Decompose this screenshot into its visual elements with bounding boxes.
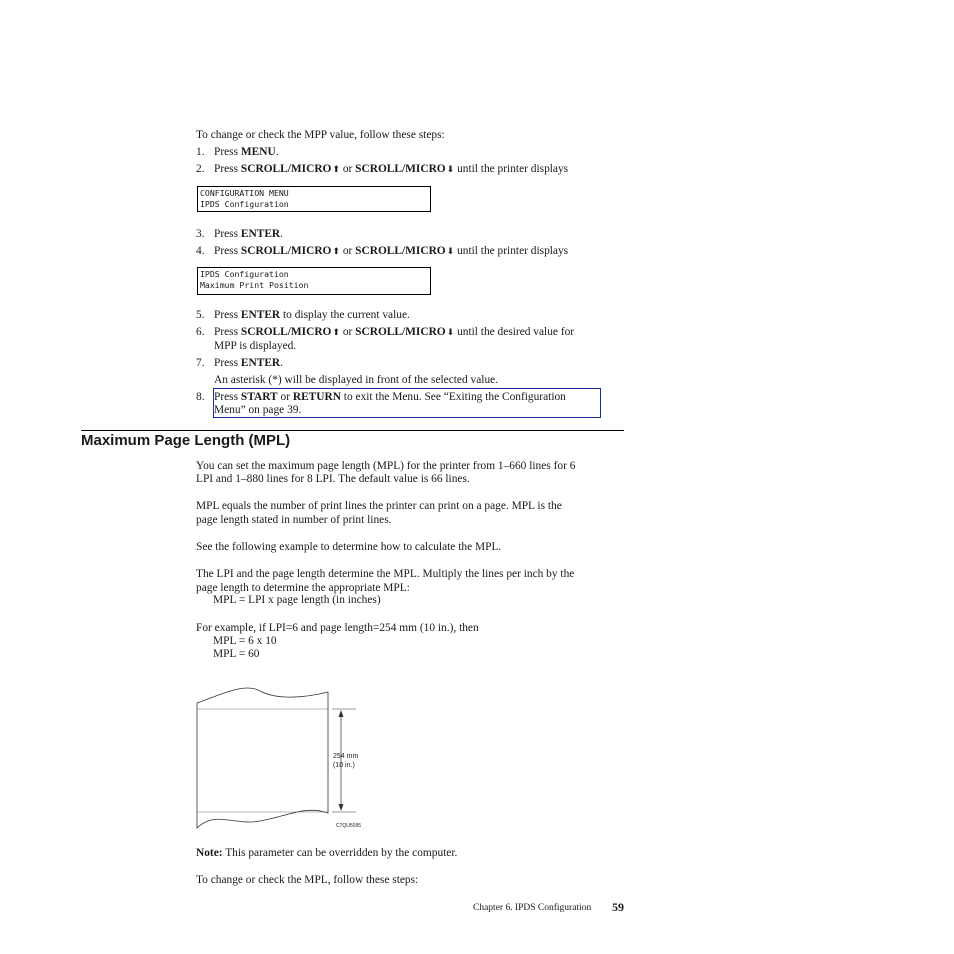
lcd-display-1: CONFIGURATION MENU IPDS Configuration	[197, 186, 431, 212]
down-arrow-icon: ⬇	[446, 165, 455, 175]
step-8: 8. Press START or RETURN to exit the Menu. See “Exiting the Configuration	[196, 391, 566, 403]
step-6: 6. Press SCROLL/MICRO⬆ or SCROLL/MICRO⬇ until the desired value for	[196, 326, 575, 338]
lcd-display-2: IPDS Configuration Maximum Print Position	[197, 267, 431, 295]
figure-code: C7QU5095	[336, 823, 362, 829]
note-label: Note:	[196, 847, 223, 859]
exiting-config-link-text-2[interactable]: Menu” on page 39.	[214, 404, 302, 416]
step-5: 5. Press ENTER to display the current value.	[196, 309, 410, 321]
para-4-line-1: The LPI and the page length determine the MPL. Multiply the lines per inch by the	[196, 568, 575, 580]
para-2-line-2: page length stated in number of print lines.	[196, 514, 392, 526]
section-title: Maximum Page Length (MPL)	[81, 432, 291, 449]
exiting-config-link[interactable]	[213, 388, 601, 418]
para-1-line-2: LPI and 1–880 lines for 8 LPI. The default value is 66 lines.	[196, 473, 470, 485]
arrow-head-up-icon	[339, 710, 344, 717]
step-3: 3. Press ENTER.	[196, 228, 284, 240]
para-4-line-2: page length to determine the appropriate MPL:	[196, 582, 410, 594]
calc-line-1: MPL = 6 x 10	[213, 635, 277, 647]
down-arrow-icon: ⬇	[446, 328, 455, 338]
step-1: 1. Press MENU.	[196, 146, 279, 158]
para-5: For example, if LPI=6 and page length=254 mm (10 in.), then	[196, 622, 479, 634]
formula: MPL = LPI x page length (in inches)	[213, 594, 381, 606]
para-1-line-1: You can set the maximum page length (MPL) for the printer from 1–660 lines for 6	[196, 460, 576, 472]
up-arrow-icon: ⬆	[332, 328, 340, 338]
page-number: 59	[612, 900, 624, 914]
arrow-head-down-icon	[339, 804, 344, 811]
footer-chapter: Chapter 6. IPDS Configuration	[473, 903, 592, 913]
step-7-note: An asterisk (*) will be displayed in front of the selected value.	[214, 374, 499, 386]
para-2-line-1: MPL equals the number of print lines the printer can print on a page. MPL is the	[196, 500, 562, 512]
step-7: 7. Press ENTER.	[196, 357, 284, 369]
dimension-label-mm: 254 mm	[333, 753, 359, 760]
note: Note: This parameter can be overridden by the computer.	[196, 847, 458, 859]
page-length-diagram	[190, 685, 380, 830]
down-arrow-icon: ⬇	[446, 247, 455, 257]
step-4: 4. Press SCROLL/MICRO⬆ or SCROLL/MICRO⬇ until the printer displays	[196, 245, 569, 257]
step-6-continued: MPP is displayed.	[214, 340, 297, 352]
dimension-label-in: (10 in.)	[333, 762, 355, 769]
up-arrow-icon: ⬆	[332, 165, 340, 175]
calc-line-2: MPL = 60	[213, 648, 260, 660]
exiting-config-link-text[interactable]: “Exiting the Configuration	[443, 391, 566, 403]
intro-text: To change or check the MPP value, follow these steps:	[196, 129, 445, 141]
closing-text: To change or check the MPL, follow these steps:	[196, 874, 419, 886]
up-arrow-icon: ⬆	[332, 247, 340, 257]
para-3: See the following example to determine how to calculate the MPL.	[196, 541, 502, 553]
menu-key: MENU	[240, 146, 276, 158]
section-divider	[81, 430, 624, 431]
step-2: 2. Press SCROLL/MICRO⬆ or SCROLL/MICRO⬇ until the printer displays	[196, 163, 569, 175]
